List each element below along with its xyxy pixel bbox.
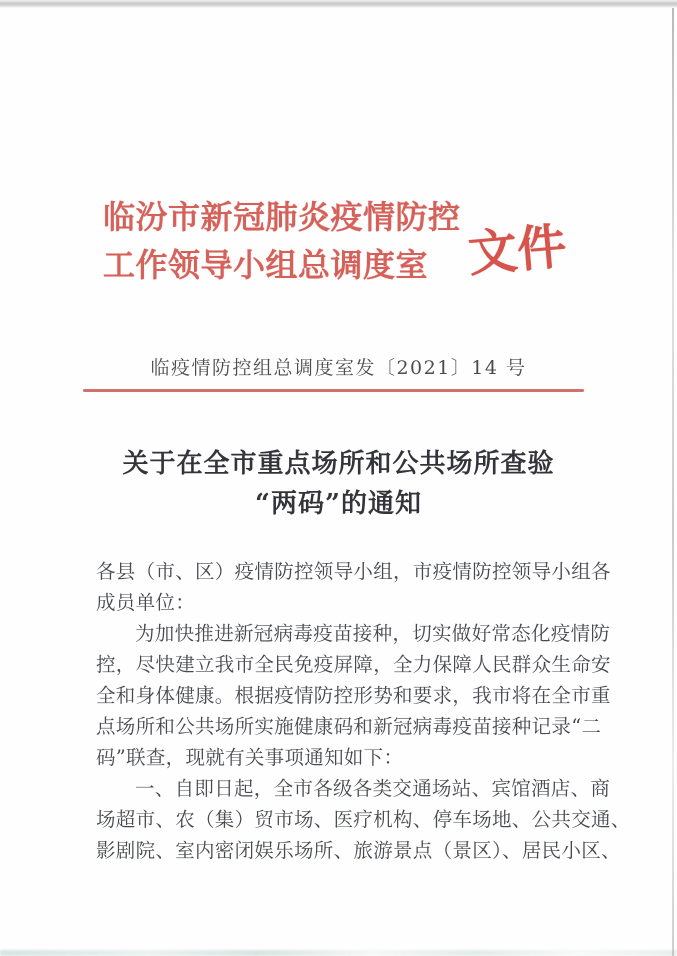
document-number: 临疫情防控组总调度室发〔2021〕14 号 [150,357,527,379]
document-title [0,444,677,524]
body-line: 码”联查，现就有关事项通知如下： [96,746,404,769]
body-line: 场超市、农（集）贸市场、医疗机构、停车场地、公共交通、 [96,808,631,831]
scan-edge-top [0,0,677,8]
letterhead-doc-type-label: 文件 [465,216,569,284]
body-line-item-one: 一、自即日起，全市各级各类交通场站、宾馆酒店、商 [135,777,611,800]
letterhead-org-line1: 临汾市新冠肺炎疫情防控 [103,198,461,236]
red-separator-line [83,389,584,392]
letterhead-org-line2: 工作领导小组总调度室 [103,246,429,284]
letterhead-org-name [103,193,461,289]
document-body [96,556,631,866]
body-line: 为加快推进新冠病毒疫苗接种，切实做好常态化疫情防 [135,622,611,645]
scan-edge-bottom [0,950,677,956]
document-title-line2: “两码”的通知 [255,489,422,519]
body-line: 控，尽快建立我市全民免疫屏障，全力保障人民群众生命安 [96,653,611,676]
document-title-line1: 关于在全市重点场所和公共场所查验 [122,449,555,479]
body-line-salutation-2: 成员单位： [96,591,196,614]
body-line: 点场所和公共场所实施健康码和新冠病毒疫苗接种记录“二 [96,715,602,738]
body-line-salutation-1: 各县（市、区）疫情防控领导小组，市疫情防控领导小组各 [96,560,611,583]
body-line: 影剧院、室内密闭娱乐场所、旅游景点（景区）、居民小区、 [96,839,621,862]
body-line: 全和身体健康。根据疫情防控形势和要求，我市将在全市重 [96,684,611,707]
